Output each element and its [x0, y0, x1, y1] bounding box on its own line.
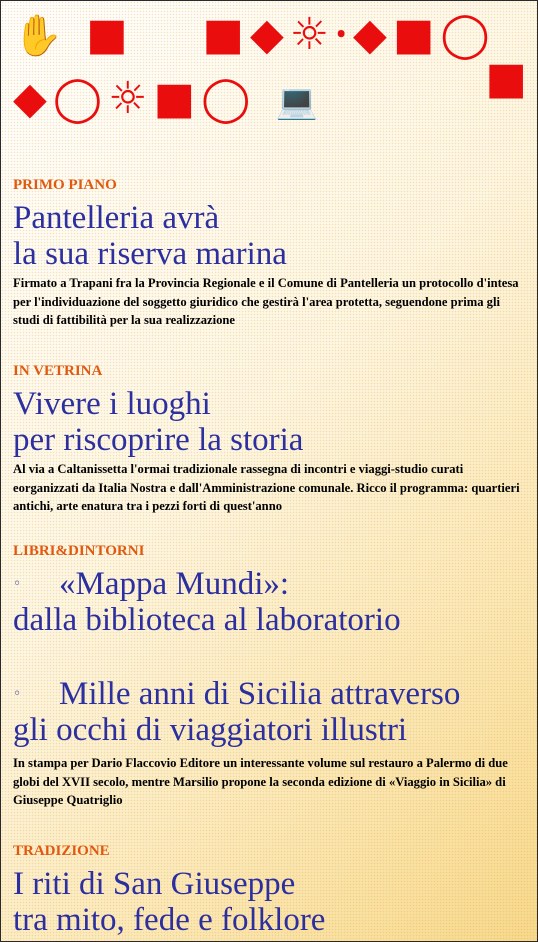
section-tradizione: [13, 842, 525, 938]
section-in-vetrina: [13, 362, 525, 516]
hand-icon: ✋: [13, 13, 67, 59]
spacer: [13, 638, 525, 676]
masthead-line-2: ◆◯☼■◯ 💻: [13, 73, 323, 124]
headline-line-1[interactable]: Vivere i luoghi: [13, 386, 211, 422]
section-summary: Firmato a Trapani fra la Provincia Regionale e il Comune di Pantelleria un protocollo d'intesa per l'individuazione del soggetto giuridico che gestirà l'area protetta, seguendone prima gli studi di fattibilità per la sua realizzazione: [13, 276, 519, 327]
section-kicker: TRADIZIONE: [13, 843, 110, 859]
headline-line-2[interactable]: la sua riserva marina: [13, 236, 287, 272]
computer-icon: 💻: [275, 82, 323, 122]
bullet-icon: ◦: [13, 686, 22, 702]
bullet-item-mappa-mundi[interactable]: [13, 566, 525, 602]
masthead-line-1: ✋ ■ ■◆☼⸱◆■◯ ■: [13, 9, 531, 104]
section-primo-piano: [13, 176, 525, 330]
bullet-icon: ◦: [13, 576, 22, 592]
headline-line-1[interactable]: I riti di San Giuseppe: [13, 866, 296, 902]
section-kicker: PRIMO PIANO: [13, 177, 117, 193]
bullet-continuation[interactable]: gli occhi di viaggiatori illustri: [13, 712, 408, 748]
headline-line-2[interactable]: per riscoprire la storia: [13, 422, 304, 458]
section-kicker: IN VETRINA: [13, 363, 103, 379]
bullet-continuation[interactable]: dalla biblioteca al laboratorio: [13, 602, 401, 638]
headline-line-2[interactable]: tra mito, fede e folklore: [13, 902, 326, 938]
section-libri-dintorni: [13, 542, 525, 810]
section-summary: Al via a Caltanissetta l'ormai tradizionale rassegna di incontri e viaggi-studio curati eorganizzati da Italia Nostra e dall'Amministrazione comunale. Ricco il programma: quartieri antichi, arte enatura tra i pezzi forti di quest'anno: [13, 462, 520, 513]
section-summary: In stampa per Dario Flaccovio Editore un interessante volume sul restauro a Palermo di due globi del XVII secolo, mentre Marsilio propone la seconda edizione di «Viaggio in Sicilia» di Giuseppe Quatriglio: [13, 756, 508, 807]
headline-line-1[interactable]: Pantelleria avrà: [13, 200, 220, 236]
bullet-text: Mille anni di Sicilia attraverso: [59, 676, 461, 712]
bullet-text: «Mappa Mundi»:: [59, 566, 290, 602]
bullet-item-sicilia[interactable]: [13, 676, 525, 712]
section-kicker: LIBRI&DINTORNI: [13, 543, 145, 559]
